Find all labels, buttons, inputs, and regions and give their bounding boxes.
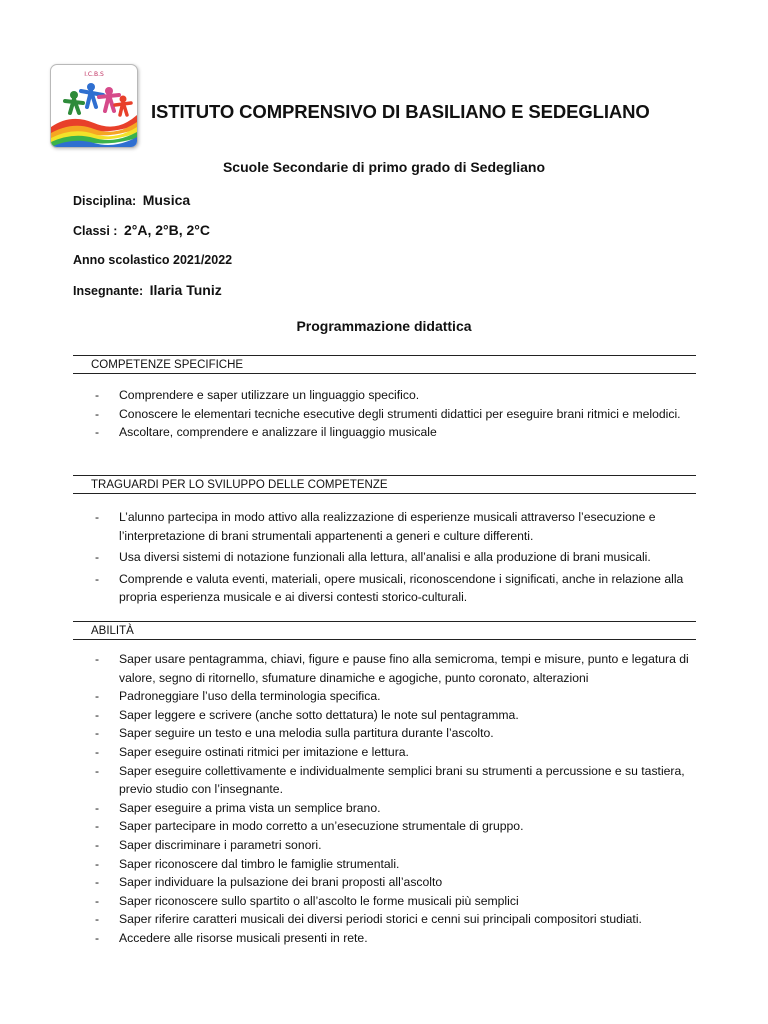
abilita-list xyxy=(92,650,696,948)
list-item: - Comprendere e saper utilizzare un linguaggio specifico. xyxy=(92,386,696,405)
meta-anno: Anno scolastico 2021/2022 xyxy=(73,253,233,267)
list-item: - Saper riferire caratteri musicali dei diversi periodi storici e cenni sui principali compositori studiati. xyxy=(92,910,696,929)
list-item: - Saper eseguire collettivamente e individualmente semplici brani su strumenti a percussione e su tastiera, previo studio con l’insegnante. xyxy=(92,762,696,799)
list-item: - Comprende e valuta eventi, materiali, opere musicali, riconoscendone i significati, anche in relazione alla propria esperienza musicale e ai diversi contesti storico-culturali. xyxy=(92,570,696,607)
insegnante-label: Insegnante: xyxy=(73,284,144,298)
competenze-list xyxy=(92,386,696,442)
meta-classi xyxy=(73,222,210,238)
document-title: Programmazione didattica xyxy=(296,318,472,334)
list-item: - Saper discriminare i parametri sonori. xyxy=(92,836,696,855)
list-item: - Accedere alle risorse musicali presenti in rete. xyxy=(92,929,696,948)
disciplina-label: Disciplina: xyxy=(73,194,137,208)
school-name: ISTITUTO COMPRENSIVO DI BASILIANO E SEDEGLIANO xyxy=(151,101,650,122)
list-item: - Saper partecipare in modo corretto a un’esecuzione strumentale di gruppo. xyxy=(92,817,696,836)
list-item: - Saper individuare la pulsazione dei brani proposti all’ascolto xyxy=(92,873,696,892)
section-heading-label: ABILITÀ xyxy=(91,625,134,637)
list-item: - Conoscere le elementari tecniche esecutive degli strumenti didattici per eseguire brani ritmici e melodici. xyxy=(92,405,696,424)
school-subtitle: Scuole Secondarie di primo grado di Sedegliano xyxy=(222,159,546,175)
meta-disciplina xyxy=(73,192,190,208)
insegnante-value: Ilaria Tuniz xyxy=(149,282,222,298)
section-heading-label: TRAGUARDI PER LO SVILUPPO DELLE COMPETENZE xyxy=(91,479,388,491)
list-item: - Saper eseguire a prima vista un semplice brano. xyxy=(92,799,696,818)
section-heading-competenze xyxy=(73,355,696,374)
section-heading-traguardi xyxy=(73,475,696,494)
list-item: - Padroneggiare l’uso della terminologia specifica. xyxy=(92,687,696,706)
list-item: - L’alunno partecipa in modo attivo alla realizzazione di esperienze musicali attraverso l’esecuzione e l’interpretazione di brani strumentali appartenenti a generi e culture differenti. xyxy=(92,508,696,545)
section-heading-label: COMPETENZE SPECIFICHE xyxy=(91,359,244,371)
list-item: - Saper leggere e scrivere (anche sotto dettatura) le note sul pentagramma. xyxy=(92,706,696,725)
list-item: - Saper riconoscere sullo spartito o all’ascolto le forme musicali più semplici xyxy=(92,892,696,911)
school-logo xyxy=(50,64,138,148)
list-item: - Saper seguire un testo e una melodia sulla partitura durante l’ascolto. xyxy=(92,724,696,743)
list-item: - Saper eseguire ostinati ritmici per imitazione e lettura. xyxy=(92,743,696,762)
list-item: - Usa diversi sistemi di notazione funzionali alla lettura, all’analisi e alla produzione di brani musicali. xyxy=(92,548,696,567)
classi-label: Classi : xyxy=(73,224,118,238)
list-item: - Saper riconoscere dal timbro le famiglie strumentali. xyxy=(92,855,696,874)
list-item: - Ascoltare, comprendere e analizzare il linguaggio musicale xyxy=(92,423,696,442)
list-item: - Saper usare pentagramma, chiavi, figure e pause fino alla semicroma, tempi e misure, punto e legatura di valore, segno di ritornello, sfumature dinamiche e agogiche, punto coronato, alterazioni xyxy=(92,650,696,687)
section-heading-abilita xyxy=(73,621,696,640)
meta-insegnante xyxy=(73,282,222,298)
traguardi-list xyxy=(92,508,696,610)
disciplina-value: Musica xyxy=(142,192,191,208)
classi-value: 2°A, 2°B, 2°C xyxy=(123,222,210,238)
logo-caption: I.C.B.S xyxy=(84,71,104,78)
